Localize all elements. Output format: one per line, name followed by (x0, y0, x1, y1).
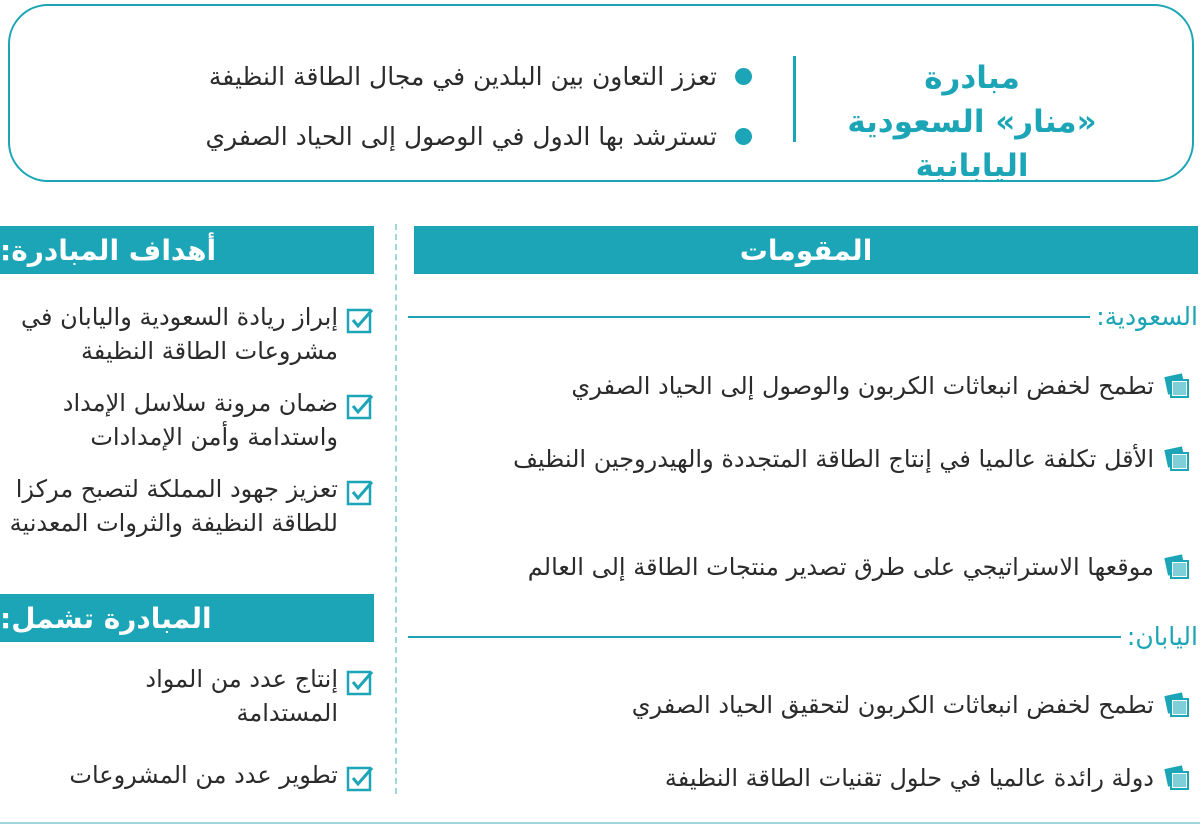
cube-icon (1164, 373, 1190, 399)
initiative-title-line2: «منار» السعودية اليابانية (847, 104, 1097, 184)
goal-item-text: إبراز ريادة السعودية واليابان في مشروعات الطاقة النظيفة (20, 303, 338, 365)
header-bullet (132, 46, 752, 106)
bottom-rule (0, 822, 1200, 824)
header-bullets (132, 46, 752, 166)
include-item-text: تطوير عدد من المشروعات (69, 761, 338, 789)
goal-item (4, 386, 374, 454)
saudi-item (410, 440, 1190, 478)
include-item (4, 662, 374, 730)
cube-icon (1164, 554, 1190, 580)
cube-icon (1164, 692, 1190, 718)
header-bullet (132, 106, 752, 166)
checkbox-icon (346, 764, 374, 792)
header-box (8, 4, 1194, 182)
saudi-item (410, 367, 1190, 405)
include-item-text: إنتاج عدد من المواد المستدامة (145, 665, 338, 727)
header-divider (793, 56, 796, 142)
japan-item-text: دولة رائدة عالميا في حلول تقنيات الطاقة النظيفة (664, 764, 1154, 792)
checkbox-icon (346, 306, 374, 334)
include-item (4, 758, 374, 792)
saudi-item-text: موقعها الاستراتيجي على طرق تصدير منتجات الطاقة إلى العالم (527, 553, 1154, 581)
pillars-banner: المقومات (414, 226, 1198, 274)
goals-banner: أهداف المبادرة: (0, 226, 374, 274)
goal-item (4, 472, 374, 540)
goal-item-text: تعزيز جهود المملكة لتصبح مركزا للطاقة النظيفة والثروات المعدنية (9, 475, 338, 537)
includes-banner: المبادرة تشمل: (0, 594, 374, 642)
goal-item-text: ضمان مرونة سلاسل الإمداد واستدامة وأمن الإمدادات (62, 389, 338, 451)
header-bullet-text: تسترشد بها الدول في الوصول إلى الحياد الصفري (205, 121, 717, 151)
saudi-heading (408, 302, 1198, 331)
japan-item (410, 686, 1190, 724)
japan-heading (408, 622, 1198, 651)
saudi-label: السعودية: (1096, 302, 1198, 331)
checkbox-icon (346, 668, 374, 696)
japan-rule (408, 636, 1121, 638)
cube-icon (1164, 765, 1190, 791)
column-divider (395, 224, 397, 794)
initiative-title-line1: مبادرة (924, 60, 1020, 96)
saudi-item-text: تطمح لخفض انبعاثات الكربون والوصول إلى الحياد الصفري (571, 372, 1154, 400)
checkbox-icon (346, 478, 374, 506)
header-bullet-text: تعزز التعاون بين البلدين في مجال الطاقة النظيفة (208, 61, 717, 91)
japan-item-text: تطمح لخفض انبعاثات الكربون لتحقيق الحياد الصفري (631, 691, 1154, 719)
saudi-rule (408, 316, 1090, 318)
japan-label: اليابان: (1126, 622, 1198, 651)
cube-icon (1164, 446, 1190, 472)
saudi-item-text: الأقل تكلفة عالميا في إنتاج الطاقة المتجددة والهيدروجين النظيف (513, 445, 1154, 473)
dot-icon (735, 128, 752, 145)
saudi-item (410, 548, 1190, 586)
checkbox-icon (346, 392, 374, 420)
goal-item (4, 300, 374, 368)
initiative-title (802, 56, 1142, 188)
japan-item (410, 759, 1190, 797)
dot-icon (735, 68, 752, 85)
